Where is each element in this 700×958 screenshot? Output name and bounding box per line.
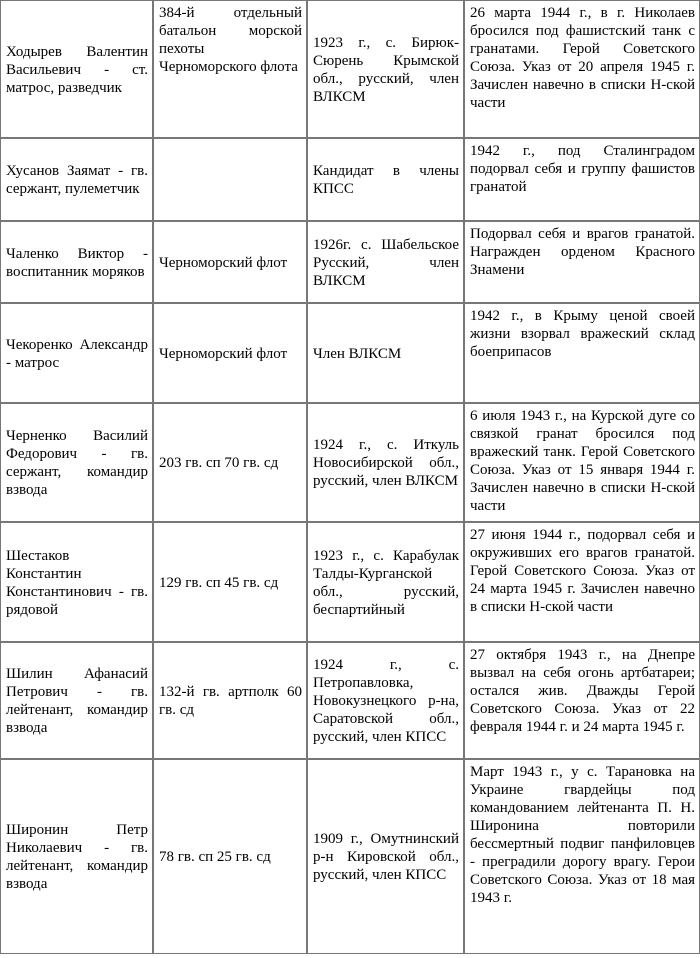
hero-unit-cell: Черноморский флот (153, 303, 307, 403)
table-row (0, 403, 700, 522)
hero-name-cell: Шилин Афанасий Петрович - гв. лейтенант, командир взвода (0, 642, 153, 759)
table-row (0, 522, 700, 642)
hero-name-cell: Ходырев Валентин Васильевич - ст. матрос, разведчик (0, 0, 153, 138)
hero-unit-cell: 203 гв. сп 70 гв. сд (153, 403, 307, 522)
hero-origin-cell: 1923 г., с. Карабулак Талды-Курганской обл., русский, беспартийный (307, 522, 464, 642)
hero-origin-cell: 1924 г., с. Петропавловка, Новокузнецкого р-на, Саратовской обл., русский, член КПСС (307, 642, 464, 759)
hero-name-cell: Шестаков Константин Константинович - гв. рядовой (0, 522, 153, 642)
hero-name-cell: Черненко Василий Федорович - гв. сержант, командир взвода (0, 403, 153, 522)
hero-feat-cell: 1942 г., в Крыму ценой своей жизни взорвал вражеский склад боеприпасов (464, 303, 700, 403)
hero-origin-cell: 1924 г., с. Иткуль Новосибирской обл., русский, член ВЛКСМ (307, 403, 464, 522)
hero-feat-cell: 26 марта 1944 г., в г. Николаев бросился под фашистский танк с гранатами. Герой Советского Союза. Указ от 20 апреля 1945 г. Зачислен навечно в списки Н-ской части (464, 0, 700, 138)
hero-unit-cell: 129 гв. сп 45 гв. сд (153, 522, 307, 642)
hero-name-cell: Хусанов Заямат - гв. сержант, пулеметчик (0, 138, 153, 221)
hero-unit-cell: 384-й отдельный батальон морской пехоты Черноморского флота (153, 0, 307, 138)
table-row (0, 642, 700, 759)
table-row (0, 221, 700, 303)
hero-name-cell: Чекоренко Александр - матрос (0, 303, 153, 403)
hero-name-cell: Широнин Петр Николаевич - гв. лейтенант, командир взвода (0, 759, 153, 954)
hero-feat-cell: Март 1943 г., у с. Тарановка на Украине гвардейцы под командованием лейтенанта П. Н. Широнина повторили бессмертный подвиг панфиловцев - преградили дорогу врагу. Герои Советского Союза. Указ от 18 мая 1943 г. (464, 759, 700, 954)
hero-feat-cell: 27 октября 1943 г., на Днепре вызвал на себя огонь артбатареи; остался жив. Дважды Герой Советского Союза. Указ от 22 февраля 1944 г. и 24 марта 1945 г. (464, 642, 700, 759)
hero-origin-cell: Член ВЛКСМ (307, 303, 464, 403)
hero-name-cell: Чаленко Виктор - воспитанник моряков (0, 221, 153, 303)
hero-feat-cell: Подорвал себя и врагов гранатой. Награжден орденом Красного Знамени (464, 221, 700, 303)
hero-feat-cell: 6 июля 1943 г., на Курской дуге со связкой гранат бросился под вражеский танк. Герой Советского Союза. Указ от 15 января 1944 г. Зачислен навечно в списки Н-ской части (464, 403, 700, 522)
table-row (0, 0, 700, 138)
hero-unit-cell: 78 гв. сп 25 гв. сд (153, 759, 307, 954)
hero-unit-cell (153, 138, 307, 221)
hero-feat-cell: 27 июня 1944 г., подорвал себя и окруживших его врагов гранатой. Герой Советского Союза. Указ от 24 марта 1945 г. Зачислен навечно в списки Н-ской части (464, 522, 700, 642)
hero-origin-cell: Кандидат в члены КПСС (307, 138, 464, 221)
hero-origin-cell: 1923 г., с. Бирюк-Сюрень Крымской обл., русский, член ВЛКСМ (307, 0, 464, 138)
hero-feat-cell: 1942 г., под Сталинградом подорвал себя и группу фашистов гранатой (464, 138, 700, 221)
table-row (0, 759, 700, 954)
table-row (0, 138, 700, 221)
hero-origin-cell: 1909 г., Омутнинский р-н Кировской обл., русский, член КПСС (307, 759, 464, 954)
hero-unit-cell: Черноморский флот (153, 221, 307, 303)
hero-origin-cell: 1926г. с. Шабельское Русский, член ВЛКСМ (307, 221, 464, 303)
table-row (0, 303, 700, 403)
hero-unit-cell: 132-й гв. артполк 60 гв. сд (153, 642, 307, 759)
